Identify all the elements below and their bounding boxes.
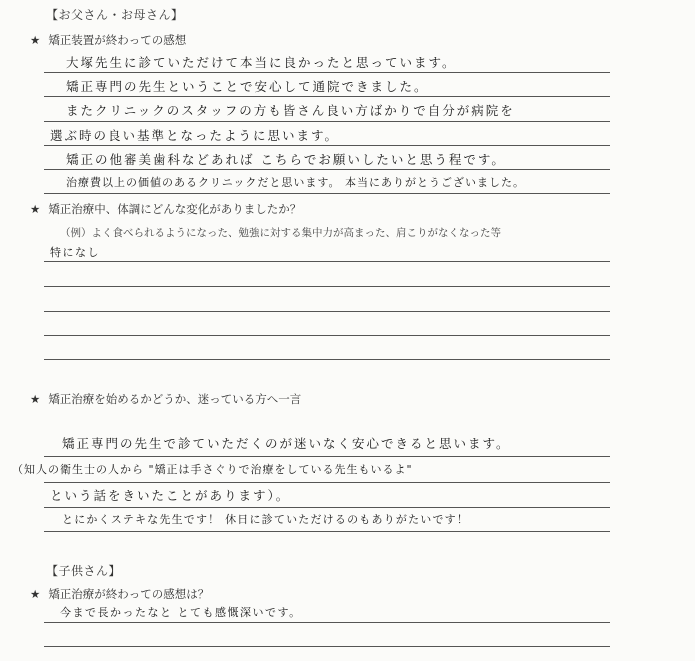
answer-line: [44, 531, 610, 532]
answer-line: [44, 72, 610, 73]
answer-line: [44, 96, 610, 97]
answer-line: [44, 622, 610, 623]
answer-line: [44, 145, 610, 146]
q2-question-text: 矯正治療中、体調にどんな変化がありましたか？: [48, 202, 302, 216]
q3-question-text: 矯正治療を始めるかどうか、迷っている方へ一言: [48, 392, 302, 406]
q1-question-text: 矯正装置が終わっての感想: [48, 33, 187, 47]
answer-line: [44, 286, 610, 287]
answer-line: [44, 482, 610, 483]
answer-line: [44, 169, 610, 170]
answer-line: [44, 261, 610, 262]
q4-answer: 今まで長かったなと とても感慨深いです。: [60, 606, 302, 619]
answer-line: [44, 507, 610, 508]
q4-question: [30, 586, 209, 602]
answer-line: [44, 456, 610, 457]
q1-answer-line-5: 矯正の他審美歯科などあれば こちらでお願いしたいと思う程です。: [66, 152, 506, 167]
q3-answer-line-1: 矯正専門の先生で診ていただくのが迷いなく安心できると思います。: [62, 436, 511, 451]
answer-line: [44, 311, 610, 312]
q1-answer-line-4: 選ぶ時の良い基準となったように思います。: [50, 128, 340, 143]
q4-question-text: 矯正治療が終わっての感想は？: [48, 587, 210, 601]
q3-answer-line-4: とにかくステキな先生です！ 休日に診ていただけるのもありがたいです！: [62, 513, 470, 526]
star-icon: ★: [30, 392, 41, 406]
answer-line: [44, 193, 610, 194]
q2-answer: 特になし: [50, 246, 100, 259]
answer-line: [44, 646, 610, 647]
q2-example: （例）よく食べられるようになった、勉強に対する集中力が高まった、肩こりがなくなった等: [60, 227, 501, 239]
star-icon: ★: [30, 33, 41, 47]
q1-answer-line-1: 大塚先生に診ていただけて本当に良かったと思っています。: [66, 55, 457, 70]
q3-answer-line-3: という話をきいたことがあります）。: [50, 488, 291, 503]
q1-answer-line-3: またクリニックのスタッフの方も皆さん良い方ばかりで自分が病院を: [66, 103, 515, 118]
answer-line: [44, 121, 610, 122]
answer-line: [44, 335, 610, 336]
answer-line: [44, 359, 610, 360]
q1-answer-line-6: 治療費以上の価値のあるクリニックだと思います。 本当にありがとうございました。: [66, 176, 525, 189]
q3-question: [30, 391, 301, 407]
parents-section-title: 【お父さん・お母さん】: [46, 8, 184, 22]
child-section-title: 【子供さん】: [46, 564, 122, 578]
q3-answer-line-2: （知人の衛生士の人から "矯正は手さぐりで治療をしている先生もいるよ": [12, 463, 413, 476]
q1-answer-line-2: 矯正専門の先生ということで安心して通院できました。: [66, 79, 429, 94]
star-icon: ★: [30, 202, 41, 216]
q1-question: [30, 32, 186, 48]
q2-question: [30, 201, 301, 217]
star-icon: ★: [30, 587, 41, 601]
